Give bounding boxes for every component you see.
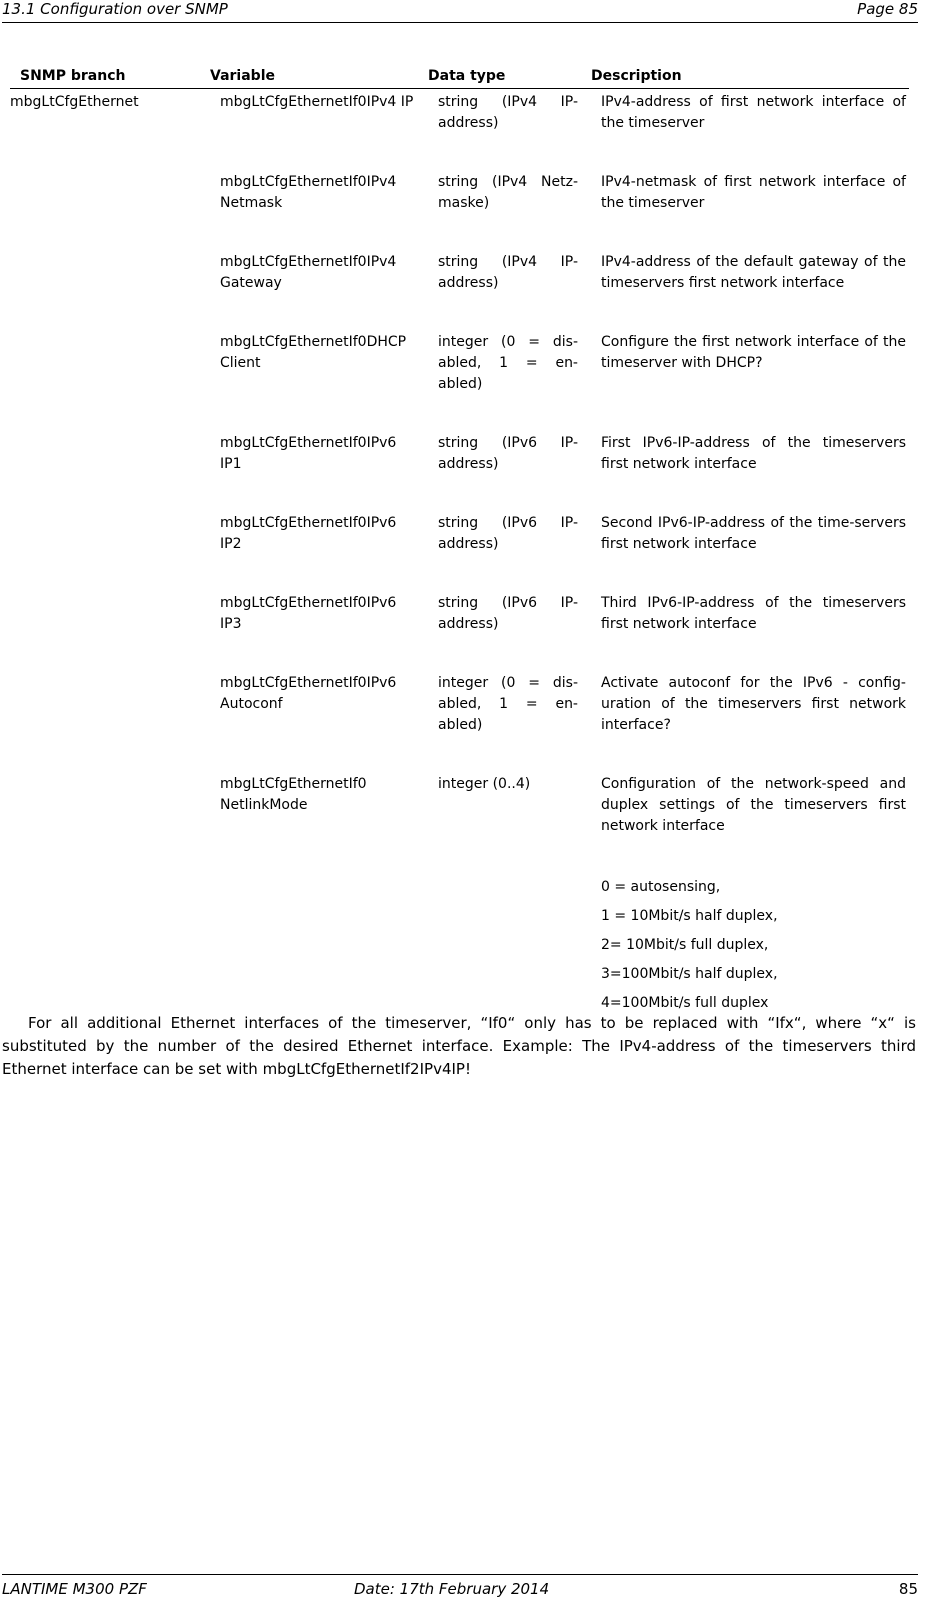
variable-name: mbgLtCfgEthernetIf0IPv6 IP2 bbox=[220, 515, 397, 552]
netlink-mode-value: 0 = autosensing, bbox=[601, 879, 721, 895]
description-text: First IPv6-IP-address of the timeservers first network interface bbox=[601, 435, 906, 472]
netlink-mode-value: 4=100Mbit/s full duplex bbox=[601, 995, 769, 1011]
data-type: integer (0 = dis-abled, 1 = en-abled) bbox=[438, 675, 578, 733]
data-type: string (IPv6 IP-address) bbox=[438, 515, 578, 552]
description-text: IPv4-address of first network interface of the timeserver bbox=[601, 94, 906, 131]
table-row-type bbox=[438, 673, 578, 736]
netlink-mode-value: 3=100Mbit/s half duplex, bbox=[601, 966, 778, 982]
table-row-description bbox=[601, 673, 906, 736]
variable-name: mbgLtCfgEthernetIf0IPv4 IP bbox=[220, 94, 414, 110]
snmp-variables-table bbox=[10, 64, 909, 1011]
snmp-branch-name: mbgLtCfgEthernet bbox=[10, 94, 139, 110]
table-row-type bbox=[438, 172, 578, 214]
page-footer bbox=[2, 1574, 918, 1601]
table-header-row bbox=[10, 64, 909, 89]
footer-page-number: 85 bbox=[898, 1580, 918, 1598]
variable-name: mbgLtCfgEthernetIf0IPv4 Netmask bbox=[220, 174, 397, 211]
variable-name: mbgLtCfgEthernetIf0IPv6 IP3 bbox=[220, 595, 397, 632]
column-header-data-type: Data type bbox=[428, 68, 506, 84]
table-row-type bbox=[438, 593, 578, 635]
variable-name: mbgLtCfgEthernetIf0 NetlinkMode bbox=[220, 776, 367, 813]
additional-interfaces-note: For all additional Ethernet interfaces of the timeserver, “If0“ only has to be replaced with “Ifx“, where “x“ is substituted by the number of the desired Ethernet interface. Example: The IPv4-address of the timeservers third Ethernet interface can be set with mbgLtCfgEthernetIf2IPv4IP! bbox=[2, 1014, 916, 1078]
table-row-variable bbox=[220, 332, 420, 374]
variable-name: mbgLtCfgEthernetIf0IPv6 IP1 bbox=[220, 435, 397, 472]
table-row-variable bbox=[220, 673, 420, 715]
table-row-variable bbox=[220, 774, 420, 816]
table-row-description bbox=[601, 172, 906, 214]
table-row-type bbox=[438, 513, 578, 555]
table-row-variable bbox=[220, 252, 420, 294]
table-row-variable bbox=[220, 172, 420, 214]
table-row-type bbox=[438, 332, 578, 395]
description-text: Second IPv6-IP-address of the time-servers first network interface bbox=[601, 515, 906, 552]
column-header-variable: Variable bbox=[210, 68, 275, 84]
footer-product: LANTIME M300 PZF bbox=[2, 1580, 147, 1598]
description-text: IPv4-address of the default gateway of the timeservers first network interface bbox=[601, 254, 906, 291]
table-row-variable bbox=[220, 92, 420, 113]
description-text: IPv4-netmask of first network interface of the timeserver bbox=[601, 174, 906, 211]
table-row-variable bbox=[220, 433, 420, 475]
table-row-description bbox=[601, 593, 906, 635]
data-type: integer (0..4) bbox=[438, 776, 531, 792]
table-row-description bbox=[601, 513, 906, 555]
description-text: Third IPv6-IP-address of the timeservers first network interface bbox=[601, 595, 906, 632]
data-type: string (IPv4 IP-address) bbox=[438, 254, 578, 291]
description-text: Configuration of the network-speed and duplex settings of the timeservers first network interface bbox=[601, 776, 906, 834]
netlink-mode-value: 1 = 10Mbit/s half duplex, bbox=[601, 908, 778, 924]
snmp-branch-cell bbox=[10, 92, 185, 113]
table-row-type bbox=[438, 92, 578, 134]
header-page-label: Page 85 bbox=[857, 0, 918, 18]
table-row-type bbox=[438, 252, 578, 294]
table-row-variable bbox=[220, 513, 420, 555]
data-type: string (IPv4 IP-address) bbox=[438, 94, 578, 131]
variable-name: mbgLtCfgEthernetIf0IPv6 Autoconf bbox=[220, 675, 397, 712]
data-type: string (IPv6 IP-address) bbox=[438, 435, 578, 472]
page-header bbox=[2, 0, 918, 23]
header-section-title: 13.1 Configuration over SNMP bbox=[2, 0, 228, 18]
footer-date: Date: 17th February 2014 bbox=[354, 1580, 550, 1598]
netlink-mode-value: 2= 10Mbit/s full duplex, bbox=[601, 937, 769, 953]
variable-name: mbgLtCfgEthernetIf0DHCP Client bbox=[220, 334, 407, 371]
table-row-description bbox=[601, 774, 906, 837]
description-text: Activate autoconf for the IPv6 - config-uration of the timeservers first network interface? bbox=[601, 675, 906, 733]
column-header-description: Description bbox=[591, 68, 682, 84]
table-row-description bbox=[601, 433, 906, 475]
column-header-branch: SNMP branch bbox=[20, 68, 126, 84]
table-row-type bbox=[438, 774, 578, 795]
table-row-description bbox=[601, 92, 906, 134]
table-row-description bbox=[601, 252, 906, 294]
table-row-variable bbox=[220, 593, 420, 635]
data-type: integer (0 = dis-abled, 1 = en-abled) bbox=[438, 334, 578, 392]
description-text: Configure the first network interface of the timeserver with DHCP? bbox=[601, 334, 906, 371]
data-type: string (IPv6 IP-address) bbox=[438, 595, 578, 632]
table-row-type bbox=[438, 433, 578, 475]
table-row-description bbox=[601, 332, 906, 374]
data-type: string (IPv4 Netz-maske) bbox=[438, 174, 578, 211]
variable-name: mbgLtCfgEthernetIf0IPv4 Gateway bbox=[220, 254, 397, 291]
